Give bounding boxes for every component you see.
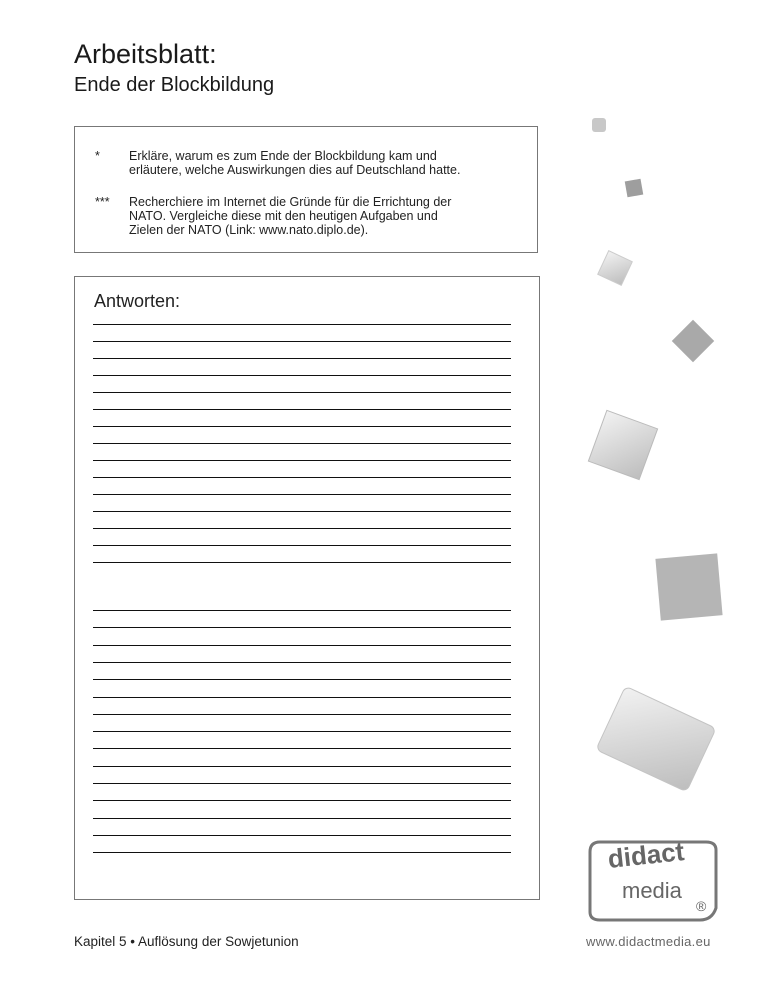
logo-text-didact: didact [606, 836, 686, 874]
task-line: Erkläre, warum es zum Ende der Blockbildung kam und [129, 149, 437, 163]
difficulty-mark: * [95, 149, 100, 163]
difficulty-mark: *** [95, 195, 110, 209]
page-title: Arbeitsblatt: [74, 39, 217, 69]
decor-square [588, 410, 657, 479]
task-line: Recherchiere im Internet die Gründe für die Errichtung der [129, 195, 452, 209]
logo-text-media: media [622, 878, 682, 903]
didactmedia-logo [584, 838, 720, 920]
footer-website[interactable]: www.didactmedia.eu [586, 934, 711, 949]
decor-square [598, 251, 633, 286]
decor-square [592, 118, 606, 132]
decor-square [655, 553, 722, 620]
answer-label: Antworten: [94, 291, 181, 311]
decor-square [596, 686, 716, 792]
footer-chapter: Kapitel 5 • Auflösung der Sowjetunion [74, 934, 299, 949]
decor-square [625, 179, 644, 198]
page-subtitle: Ende der Blockbildung [74, 74, 275, 96]
task-line: NATO. Vergleiche diese mit den heutigen Aufgaben und [129, 209, 438, 223]
task-line: Zielen der NATO (Link: www.nato.diplo.de). [129, 223, 369, 237]
registered-mark: ® [696, 898, 707, 914]
decor-square [672, 320, 714, 362]
task-line: erläutere, welche Auswirkungen dies auf Deutschland hatte. [129, 163, 461, 177]
